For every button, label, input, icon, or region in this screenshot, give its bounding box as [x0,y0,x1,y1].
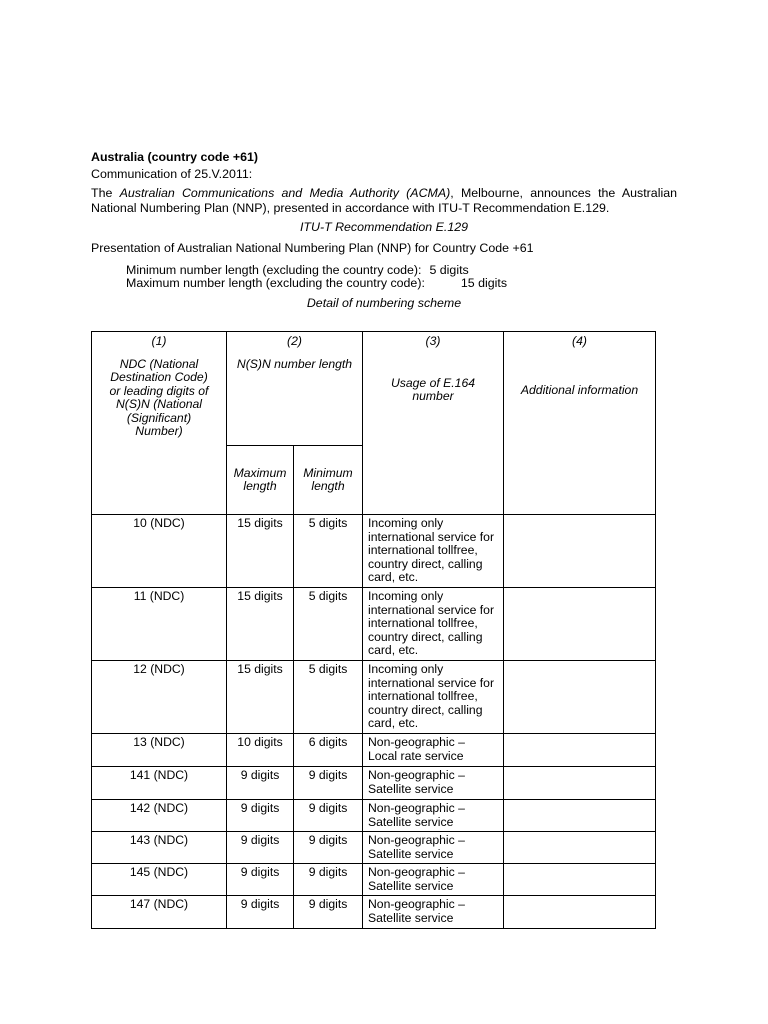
min-length-cell: 5 digits [294,588,363,661]
ndc-cell: 147 (NDC) [92,896,227,929]
table-row [92,588,656,661]
col3-title [363,377,503,404]
col1-line: (Significant) [126,410,192,425]
ndc-cell: 143 (NDC) [92,832,227,864]
ndc-cell: 11 (NDC) [92,588,227,661]
recommendation-title: ITU-T Recommendation E.129 [299,220,469,234]
min-length-cell: 9 digits [294,896,363,929]
col4-title: Additional information [520,382,639,397]
max-header-line: Maximum [233,465,287,480]
min-length-cell: 9 digits [294,832,363,864]
min-header-line: Minimum [303,465,353,480]
max-length-cell: 15 digits [227,661,294,734]
usage-line: Satellite service [368,814,454,829]
table-header-row [92,332,656,446]
intro-paragraph [91,186,677,215]
additional-info-cell [504,896,656,929]
detail-title: Detail of numbering scheme [306,296,462,310]
min-header-line: length [311,479,345,493]
col1-number: (1) [151,334,167,348]
presentation-text: Presentation of Australian National Numbering Plan (NNP) for Country Code +61 [91,241,534,255]
additional-info-cell [504,832,656,864]
col1-line: N(S)N (National [115,397,202,411]
maximum-length-line [126,276,507,290]
col4-header [504,332,656,515]
minimum-length-value: 5 digits [429,263,469,277]
col2-number: (2) [287,334,302,348]
usage-line: Non-geographic – [368,735,465,749]
usage-line: Incoming only [368,589,444,603]
usage-cell [363,800,504,832]
usage-line: international service for [368,602,494,617]
min-length-cell: 6 digits [294,734,363,767]
col2-header [227,332,363,446]
usage-line: international tollfree, [368,616,478,630]
ndc-cell: 13 (NDC) [92,734,227,767]
usage-cell [363,515,504,588]
usage-line: Satellite service [368,781,454,796]
col1-line: Number) [135,424,183,438]
intro-text-end: , Melbourne, announces the Australian [450,186,677,200]
max-header-line: length [243,479,277,493]
additional-info-cell [504,661,656,734]
col3-line: Usage of E.164 [390,375,475,390]
usage-line: Satellite service [368,846,454,861]
ndc-cell: 10 (NDC) [92,515,227,588]
usage-line: Non-geographic – [368,768,465,782]
usage-line: international service for [368,675,494,690]
additional-info-cell [504,734,656,767]
usage-cell [363,832,504,864]
usage-line: Incoming only [368,516,444,530]
col3-line: number [412,389,454,403]
additional-info-cell [504,515,656,588]
usage-cell [363,896,504,929]
usage-cell [363,734,504,767]
table-row [92,800,656,832]
additional-info-cell [504,588,656,661]
table-row [92,864,656,896]
col1-title [92,358,226,439]
intro-text-start: The [91,186,120,200]
table-row [92,832,656,864]
table-row [92,661,656,734]
numbering-table [91,331,656,929]
usage-cell [363,864,504,896]
usage-line: Satellite service [368,878,454,893]
usage-cell [363,661,504,734]
col3-header [363,332,504,515]
usage-line: card, etc. [368,570,419,584]
usage-cell [363,767,504,800]
col3-number: (3) [425,334,441,348]
usage-line: Non-geographic – [368,833,465,847]
table-body [92,515,656,929]
intro-line-1 [91,186,677,201]
table-row [92,896,656,929]
ndc-cell: 145 (NDC) [92,864,227,896]
max-length-cell: 9 digits [227,896,294,929]
page-title: Australia (country code +61) [91,150,258,164]
additional-info-cell [504,767,656,800]
min-length-cell: 9 digits [294,864,363,896]
additional-info-cell [504,864,656,896]
intro-line-2: National Numbering Plan (NNP), presented in accordance with ITU-T Recommendation E.129. [91,200,610,215]
min-length-cell: 9 digits [294,800,363,832]
minimum-length-label: Minimum number length (excluding the country code): [126,263,422,277]
usage-line: country direct, calling [368,556,483,571]
max-length-cell: 9 digits [227,767,294,800]
col4-number: (4) [572,334,587,348]
max-length-cell: 15 digits [227,515,294,588]
usage-line: Non-geographic – [368,801,465,815]
col1-line: or leading digits of [109,383,209,398]
col1-header [92,332,227,515]
col1-line: NDC (National [119,356,199,371]
maximum-length-label: Maximum number length (excluding the country code): [126,276,425,290]
maximum-length-value: 15 digits [460,276,508,290]
usage-line: international tollfree, [368,689,478,703]
usage-line: card, etc. [368,716,419,730]
max-length-cell: 15 digits [227,588,294,661]
min-length-header [294,446,363,515]
usage-cell [363,588,504,661]
min-length-cell: 9 digits [294,767,363,800]
additional-info-cell [504,800,656,832]
min-length-cell: 5 digits [294,661,363,734]
usage-line: country direct, calling [368,629,483,644]
max-length-cell: 10 digits [227,734,294,767]
table-row [92,734,656,767]
col2-title: N(S)N number length [236,356,353,371]
max-length-cell: 9 digits [227,832,294,864]
usage-line: Non-geographic – [368,865,465,879]
minimum-length-line [126,263,469,277]
usage-line: international service for [368,529,494,544]
communication-date: Communication of 25.V.2011: [91,167,253,181]
usage-line: country direct, calling [368,702,483,717]
usage-line: Incoming only [368,662,444,676]
table-row [92,767,656,800]
max-length-cell: 9 digits [227,800,294,832]
acma-name: Australian Communications and Media Authority (ACMA) [119,186,451,200]
table-row [92,515,656,588]
ndc-cell: 12 (NDC) [92,661,227,734]
usage-line: Local rate service [368,748,464,763]
max-length-header [227,446,294,515]
usage-line: Non-geographic – [368,897,465,911]
usage-line: card, etc. [368,643,419,657]
min-length-cell: 5 digits [294,515,363,588]
ndc-cell: 142 (NDC) [92,800,227,832]
usage-line: Satellite service [368,910,454,925]
max-length-cell: 9 digits [227,864,294,896]
col1-line: Destination Code) [110,370,208,384]
usage-line: international tollfree, [368,543,478,557]
ndc-cell: 141 (NDC) [92,767,227,800]
